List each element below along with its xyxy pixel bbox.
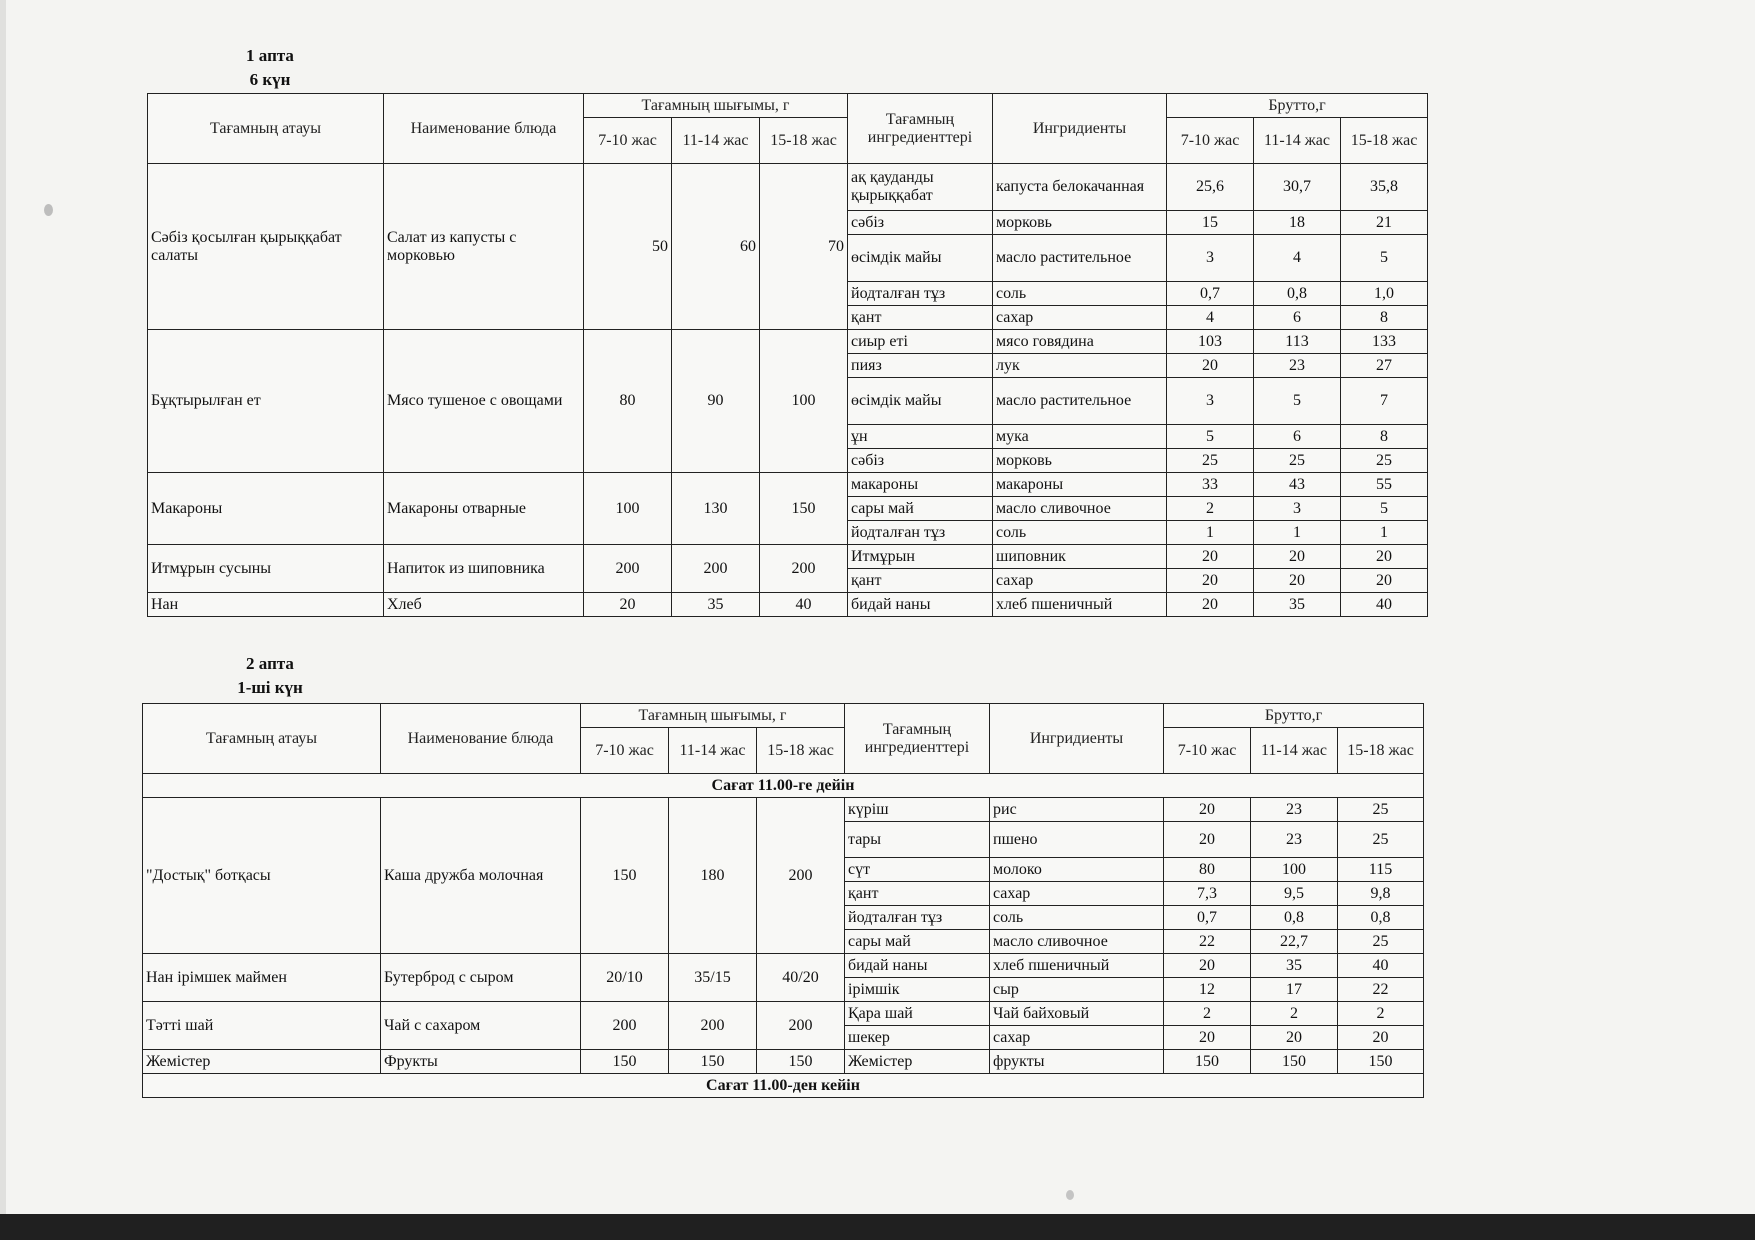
- dish-yield: 150: [757, 1050, 845, 1074]
- ingredient-kz: сары май: [848, 497, 993, 521]
- header-ingredients-ru: Ингридиенты: [990, 704, 1164, 774]
- brutto-value: 23: [1251, 798, 1338, 822]
- brutto-value: 4: [1254, 235, 1341, 282]
- brutto-value: 25: [1341, 449, 1428, 473]
- dish-yield: 200: [669, 1002, 757, 1050]
- dish-yield: 40: [760, 593, 848, 617]
- ingredient-ru: фрукты: [990, 1050, 1164, 1074]
- dish-name-ru: Хлеб: [384, 593, 584, 617]
- brutto-value: 5: [1341, 235, 1428, 282]
- ingredient-ru: сахар: [990, 1026, 1164, 1050]
- ingredient-ru: Чай байховый: [990, 1002, 1164, 1026]
- dish-yield: 80: [584, 330, 672, 473]
- dish-name-kz: Макароны: [148, 473, 384, 545]
- brutto-value: 20: [1167, 569, 1254, 593]
- ingredient-kz: бидай наны: [845, 954, 990, 978]
- ingredient-ru: сахар: [993, 569, 1167, 593]
- brutto-value: 3: [1167, 235, 1254, 282]
- brutto-value: 7,3: [1164, 882, 1251, 906]
- header-brutto-age: 15-18 жас: [1338, 728, 1424, 774]
- ingredient-ru: морковь: [993, 449, 1167, 473]
- brutto-value: 35,8: [1341, 164, 1428, 211]
- brutto-value: 3: [1167, 378, 1254, 425]
- brutto-value: 30,7: [1254, 164, 1341, 211]
- dish-name-ru: Фрукты: [381, 1050, 581, 1074]
- ingredient-kz: тары: [845, 822, 990, 858]
- brutto-value: 1: [1341, 521, 1428, 545]
- ingredient-ru: сахар: [993, 306, 1167, 330]
- dish-name-kz: Жемістер: [143, 1050, 381, 1074]
- ingredient-ru: соль: [993, 282, 1167, 306]
- ingredient-ru: масло растительное: [993, 235, 1167, 282]
- dish-yield: 100: [584, 473, 672, 545]
- dish-yield: 200: [757, 798, 845, 954]
- ingredient-ru: масло сливочное: [993, 497, 1167, 521]
- brutto-value: 40: [1341, 593, 1428, 617]
- brutto-value: 0,8: [1254, 282, 1341, 306]
- brutto-value: 100: [1251, 858, 1338, 882]
- ingredient-ru: пшено: [990, 822, 1164, 858]
- brutto-value: 20: [1254, 545, 1341, 569]
- ingredient-row: [148, 330, 1428, 354]
- ingredient-kz: өсімдік майы: [848, 235, 993, 282]
- brutto-value: 8: [1341, 306, 1428, 330]
- header-brutto: Брутто,г: [1167, 94, 1428, 118]
- brutto-value: 6: [1254, 306, 1341, 330]
- dish-yield: 60: [672, 164, 760, 330]
- ingredient-ru: мука: [993, 425, 1167, 449]
- dish-yield: 200: [757, 1002, 845, 1050]
- brutto-value: 0,8: [1338, 906, 1424, 930]
- dish-yield: 35: [672, 593, 760, 617]
- brutto-value: 25: [1254, 449, 1341, 473]
- ingredient-kz: Қара шай: [845, 1002, 990, 1026]
- brutto-value: 2: [1251, 1002, 1338, 1026]
- ingredient-ru: хлеб пшеничный: [990, 954, 1164, 978]
- section-label: Сағат 11.00-ден кейін: [143, 1074, 1424, 1098]
- ingredient-row: [143, 1002, 1424, 1026]
- brutto-value: 22,7: [1251, 930, 1338, 954]
- brutto-value: 40: [1338, 954, 1424, 978]
- dish-name-kz: Тәтті шай: [143, 1002, 381, 1050]
- brutto-value: 18: [1254, 211, 1341, 235]
- dish-yield: 200: [584, 545, 672, 593]
- ingredient-ru: молоко: [990, 858, 1164, 882]
- brutto-value: 5: [1167, 425, 1254, 449]
- brutto-value: 25: [1338, 798, 1424, 822]
- brutto-value: 0,7: [1167, 282, 1254, 306]
- brutto-value: 9,5: [1251, 882, 1338, 906]
- dish-yield: 50: [584, 164, 672, 330]
- brutto-value: 3: [1254, 497, 1341, 521]
- brutto-value: 0,8: [1251, 906, 1338, 930]
- header-yield-age: 7-10 жас: [581, 728, 669, 774]
- brutto-value: 5: [1341, 497, 1428, 521]
- brutto-value: 25: [1338, 822, 1424, 858]
- brutto-value: 20: [1251, 1026, 1338, 1050]
- brutto-value: 20: [1338, 1026, 1424, 1050]
- header-yield: Тағамның шығымы, г: [584, 94, 848, 118]
- header-yield: Тағамның шығымы, г: [581, 704, 845, 728]
- dish-name-kz: Сәбіз қосылған қырыққабат салаты: [148, 164, 384, 330]
- brutto-value: 5: [1254, 378, 1341, 425]
- brutto-value: 20: [1167, 545, 1254, 569]
- brutto-value: 25: [1338, 930, 1424, 954]
- brutto-value: 15: [1167, 211, 1254, 235]
- ingredient-kz: йодталған тұз: [845, 906, 990, 930]
- week1-heading: [230, 44, 310, 92]
- brutto-value: 20: [1167, 593, 1254, 617]
- brutto-value: 2: [1164, 1002, 1251, 1026]
- ingredient-kz: қант: [848, 306, 993, 330]
- dish-yield: 150: [669, 1050, 757, 1074]
- ingredient-ru: хлеб пшеничный: [993, 593, 1167, 617]
- ingredient-kz: күріш: [845, 798, 990, 822]
- dish-name-kz: Итмұрын сусыны: [148, 545, 384, 593]
- ingredient-ru: мясо говядина: [993, 330, 1167, 354]
- ingredient-kz: ірімшік: [845, 978, 990, 1002]
- header-yield-age: 11-14 жас: [672, 118, 760, 164]
- brutto-value: 103: [1167, 330, 1254, 354]
- ingredient-ru: макароны: [993, 473, 1167, 497]
- dish-yield: 35/15: [669, 954, 757, 1002]
- ingredient-ru: масло растительное: [993, 378, 1167, 425]
- header-brutto-age: 7-10 жас: [1164, 728, 1251, 774]
- dish-yield: 200: [760, 545, 848, 593]
- dish-name-ru: Салат из капусты с морковью: [384, 164, 584, 330]
- dish-yield: 100: [760, 330, 848, 473]
- brutto-value: 20: [1164, 822, 1251, 858]
- dish-name-kz: Нан ірімшек маймен: [143, 954, 381, 1002]
- dish-yield: 150: [760, 473, 848, 545]
- section-after-11: [143, 1074, 1424, 1098]
- ingredient-kz: сиыр еті: [848, 330, 993, 354]
- dish-yield: 130: [672, 473, 760, 545]
- ingredient-ru: рис: [990, 798, 1164, 822]
- header-row: [143, 704, 1424, 728]
- dish-name-ru: Каша дружба молочная: [381, 798, 581, 954]
- dish-yield: 150: [581, 798, 669, 954]
- brutto-value: 35: [1251, 954, 1338, 978]
- dish-yield: 20/10: [581, 954, 669, 1002]
- header-yield-age: 11-14 жас: [669, 728, 757, 774]
- brutto-value: 150: [1338, 1050, 1424, 1074]
- ingredient-kz: йодталған тұз: [848, 521, 993, 545]
- header-dish-kz: Тағамның атауы: [148, 94, 384, 164]
- week2-day-label: 1-ші күн: [237, 678, 303, 697]
- dish-yield: 180: [669, 798, 757, 954]
- brutto-value: 2: [1167, 497, 1254, 521]
- brutto-value: 17: [1251, 978, 1338, 1002]
- brutto-value: 27: [1341, 354, 1428, 378]
- brutto-value: 25,6: [1167, 164, 1254, 211]
- header-ingredients-ru: Ингридиенты: [993, 94, 1167, 164]
- week2-week-label: 2 апта: [246, 654, 294, 673]
- ingredient-ru: лук: [993, 354, 1167, 378]
- ingredient-ru: капуста белокачанная: [993, 164, 1167, 211]
- dish-name-kz: Бұқтырылған ет: [148, 330, 384, 473]
- brutto-value: 25: [1167, 449, 1254, 473]
- brutto-value: 150: [1251, 1050, 1338, 1074]
- ingredient-kz: сүт: [845, 858, 990, 882]
- brutto-value: 33: [1167, 473, 1254, 497]
- ingredient-ru: морковь: [993, 211, 1167, 235]
- brutto-value: 20: [1164, 798, 1251, 822]
- ingredient-ru: масло сливочное: [990, 930, 1164, 954]
- brutto-value: 7: [1341, 378, 1428, 425]
- brutto-value: 2: [1338, 1002, 1424, 1026]
- header-yield-age: 15-18 жас: [757, 728, 845, 774]
- dish-name-kz: "Достық" ботқасы: [143, 798, 381, 954]
- brutto-value: 12: [1164, 978, 1251, 1002]
- brutto-value: 20: [1164, 954, 1251, 978]
- ingredient-kz: бидай наны: [848, 593, 993, 617]
- brutto-value: 21: [1341, 211, 1428, 235]
- week1-menu-table: [147, 93, 1428, 617]
- ingredient-kz: ақ қауданды қырыққабат: [848, 164, 993, 211]
- header-dish-ru: Наименование блюда: [384, 94, 584, 164]
- brutto-value: 1: [1167, 521, 1254, 545]
- brutto-value: 133: [1341, 330, 1428, 354]
- brutto-value: 20: [1341, 569, 1428, 593]
- ingredient-ru: соль: [990, 906, 1164, 930]
- ingredient-row: [148, 593, 1428, 617]
- brutto-value: 20: [1167, 354, 1254, 378]
- dish-name-ru: Напиток из шиповника: [384, 545, 584, 593]
- section-label: Сағат 11.00-ге дейін: [143, 774, 1424, 798]
- week2-menu-table: [142, 703, 1424, 1098]
- brutto-value: 8: [1341, 425, 1428, 449]
- ingredient-kz: қант: [845, 882, 990, 906]
- scan-border: [0, 1214, 1755, 1240]
- ingredient-ru: соль: [993, 521, 1167, 545]
- brutto-value: 23: [1251, 822, 1338, 858]
- brutto-value: 6: [1254, 425, 1341, 449]
- ingredient-row: [143, 798, 1424, 822]
- header-brutto-age: 11-14 жас: [1254, 118, 1341, 164]
- brutto-value: 22: [1164, 930, 1251, 954]
- ingredient-row: [148, 473, 1428, 497]
- ingredient-ru: шиповник: [993, 545, 1167, 569]
- header-brutto: Брутто,г: [1164, 704, 1424, 728]
- brutto-value: 22: [1338, 978, 1424, 1002]
- ingredient-kz: қант: [848, 569, 993, 593]
- ingredient-kz: йодталған тұз: [848, 282, 993, 306]
- ingredient-kz: ұн: [848, 425, 993, 449]
- header-dish-kz: Тағамның атауы: [143, 704, 381, 774]
- ingredient-kz: сәбіз: [848, 211, 993, 235]
- dish-yield: 150: [581, 1050, 669, 1074]
- brutto-value: 113: [1254, 330, 1341, 354]
- ingredient-kz: шекер: [845, 1026, 990, 1050]
- brutto-value: 4: [1167, 306, 1254, 330]
- brutto-value: 20: [1254, 569, 1341, 593]
- dish-name-ru: Макароны отварные: [384, 473, 584, 545]
- brutto-value: 55: [1341, 473, 1428, 497]
- brutto-value: 1,0: [1341, 282, 1428, 306]
- ingredient-kz: Итмұрын: [848, 545, 993, 569]
- header-brutto-age: 11-14 жас: [1251, 728, 1338, 774]
- brutto-value: 0,7: [1164, 906, 1251, 930]
- week1-week-label: 1 апта: [246, 46, 294, 65]
- brutto-value: 115: [1338, 858, 1424, 882]
- header-brutto-age: 7-10 жас: [1167, 118, 1254, 164]
- brutto-value: 43: [1254, 473, 1341, 497]
- brutto-value: 1: [1254, 521, 1341, 545]
- ingredient-row: [148, 545, 1428, 569]
- brutto-value: 20: [1341, 545, 1428, 569]
- ingredient-kz: сары май: [845, 930, 990, 954]
- header-ingredients-kz: Тағамның ингредиенттері: [845, 704, 990, 774]
- dish-name-ru: Бутерброд с сыром: [381, 954, 581, 1002]
- ingredient-kz: Жемістер: [845, 1050, 990, 1074]
- brutto-value: 20: [1164, 1026, 1251, 1050]
- page-edge: [0, 0, 6, 1214]
- week2-heading: [220, 652, 320, 700]
- header-brutto-age: 15-18 жас: [1341, 118, 1428, 164]
- dish-yield: 200: [581, 1002, 669, 1050]
- ingredient-kz: пияз: [848, 354, 993, 378]
- ingredient-ru: сахар: [990, 882, 1164, 906]
- section-before-11: [143, 774, 1424, 798]
- ingredient-row: [143, 1050, 1424, 1074]
- header-yield-age: 15-18 жас: [760, 118, 848, 164]
- scan-speck: [44, 204, 53, 216]
- week1-day-label: 6 күн: [249, 70, 291, 89]
- dish-yield: 200: [672, 545, 760, 593]
- brutto-value: 23: [1254, 354, 1341, 378]
- dish-yield: 20: [584, 593, 672, 617]
- dish-name-ru: Чай с сахаром: [381, 1002, 581, 1050]
- ingredient-kz: сәбіз: [848, 449, 993, 473]
- header-row: [148, 94, 1428, 118]
- dish-name-ru: Мясо тушеное с овощами: [384, 330, 584, 473]
- dish-name-kz: Нан: [148, 593, 384, 617]
- brutto-value: 150: [1164, 1050, 1251, 1074]
- ingredient-row: [148, 164, 1428, 211]
- dish-yield: 70: [760, 164, 848, 330]
- ingredient-row: [143, 954, 1424, 978]
- dish-yield: 40/20: [757, 954, 845, 1002]
- header-dish-ru: Наименование блюда: [381, 704, 581, 774]
- brutto-value: 35: [1254, 593, 1341, 617]
- brutto-value: 80: [1164, 858, 1251, 882]
- brutto-value: 9,8: [1338, 882, 1424, 906]
- header-yield-age: 7-10 жас: [584, 118, 672, 164]
- ingredient-kz: макароны: [848, 473, 993, 497]
- scan-speck: [1066, 1190, 1074, 1200]
- ingredient-ru: сыр: [990, 978, 1164, 1002]
- ingredient-kz: өсімдік майы: [848, 378, 993, 425]
- dish-yield: 90: [672, 330, 760, 473]
- header-ingredients-kz: Тағамның ингредиенттері: [848, 94, 993, 164]
